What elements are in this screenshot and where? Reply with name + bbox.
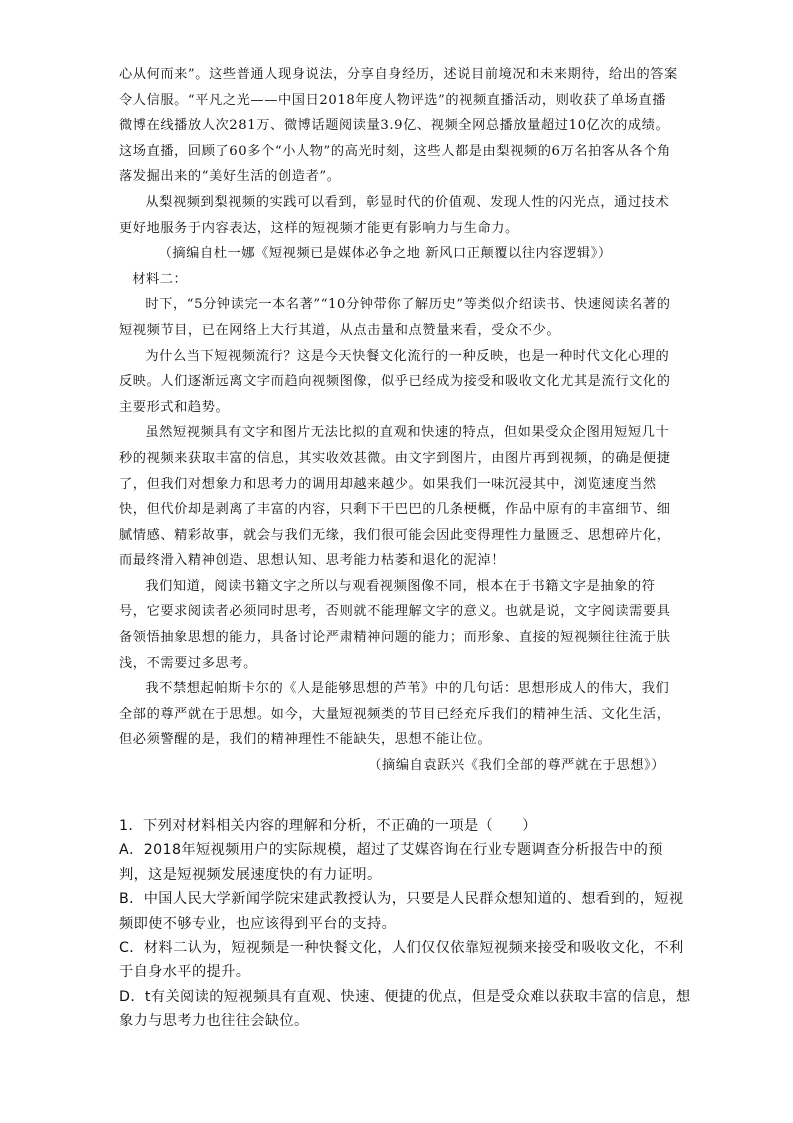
- material-two-paragraph: 为什么当下短视频流行？这是今天快餐文化流行的一种反映，也是一种时代文化心理的反映。人们逐渐远离文字而趋向视频图像，似乎已经成为接受和吸收文化尤其是流行文化的主要形式和趋势。: [119, 348, 671, 415]
- option-a: A．2018年短视频用户的实际规模，超过了艾媒咨询在行业专题调查分析报告中的预判，这是短视频发展速度快的有力证明。: [119, 842, 663, 883]
- material-two-paragraph: 时下，“5分钟读完一本名著”“10分钟带你了解历史”等类似介绍读书、快速阅读名著的短视频节目，已在网络上大行其道，从点击量和点赞量来看，受众不少。: [119, 297, 671, 338]
- material-two-heading: 材料二：: [132, 271, 188, 287]
- material-two-paragraph: 我不禁想起帕斯卡尔的《人是能够思想的芦苇》中的几句话：思想形成人的伟大，我们全部的尊严就在于思想。如今，大量短视频类的节目已经充斥我们的精神生活、文化生活，但必须警醒的是，我们的精神理性不能缺失，思想不能让位。: [119, 681, 671, 748]
- option-c: C．材料二认为，短视频是一种快餐文化，人们仅仅依靠短视频来接受和吸收文化，不利于自身水平的提升。: [119, 940, 684, 981]
- material-one-source: （摘编自杜一娜《短视频已是媒体必争之地 新风口正颠覆以往内容逻辑》）: [158, 246, 612, 262]
- option-d: D．t有关阅读的短视频具有直观、快速、便捷的优点，但是受众难以获取丰富的信息，想象力与思考力也往往会缺位。: [119, 988, 691, 1030]
- question-block: [119, 814, 691, 1034]
- material-one-paragraph: 从梨视频到梨视频的实践可以看到，彰显时代的价值观、发现人性的闪光点，通过技术更好地服务于内容表达，这样的短视频才能更有影响力与生命力。: [119, 194, 670, 236]
- question-stem: 1．下列对材料相关内容的理解和分析，不正确的一项是（ ）: [119, 818, 537, 834]
- material-two-paragraph: 我们知道，阅读书籍文字之所以与观看视频图像不同，根本在于书籍文字是抽象的符号，它要求阅读者必须同时思考，否则就不能理解文字的意义。也就是说，文字阅读需要具备领悟抽象思想的能力，具备讨论严肃精神问题的能力；而形象、直接的短视频往往流于肤浅，不需要过多思考。: [119, 578, 671, 671]
- reading-passage: [119, 62, 679, 779]
- material-one-paragraph: 心从何而来”。这些普通人现身说法，分享自身经历，述说目前境况和未来期待，给出的答案令人信服。“平凡之光——中国日2018年度人物评选”的视频直播活动，则收获了单场直播微博在线播放人次281万、微博话题阅读量3.9亿、视频全网总播放量超过10亿次的成绩。这场直播，回顾了60多个“小人物”的高光时刻，这些人都是由梨视频的6万名拍客从各个角落发掘出来的“美好生活的创造者”。: [119, 67, 678, 185]
- option-b: B．中国人民大学新闻学院宋建武教授认为，只要是人民群众想知道的、想看到的，短视频即使不够专业，也应该得到平台的支持。: [119, 891, 684, 932]
- material-two-paragraph: 虽然短视频具有文字和图片无法比拟的直观和快速的特点，但如果受众企图用短短几十秒的视频来获取丰富的信息，其实收效甚微。由文字到图片，由图片再到视频，的确是便捷了，但我们对想象力和思考力的调用却越来越少。如果我们一味沉浸其中，浏览速度当然快，但代价却是剥离了丰富的内容，只剩下干巴巴的几条梗概，作品中原有的丰富细节、细腻情感、精彩故事，就会与我们无缘，我们很可能会因此变得理性力量匮乏、思想碎片化，而最终滑入精神创造、思想认知、思考能力枯萎和退化的泥淖！: [119, 425, 671, 569]
- material-two-source: （摘编自袁跃兴《我们全部的尊严就在于思想》）: [368, 758, 665, 774]
